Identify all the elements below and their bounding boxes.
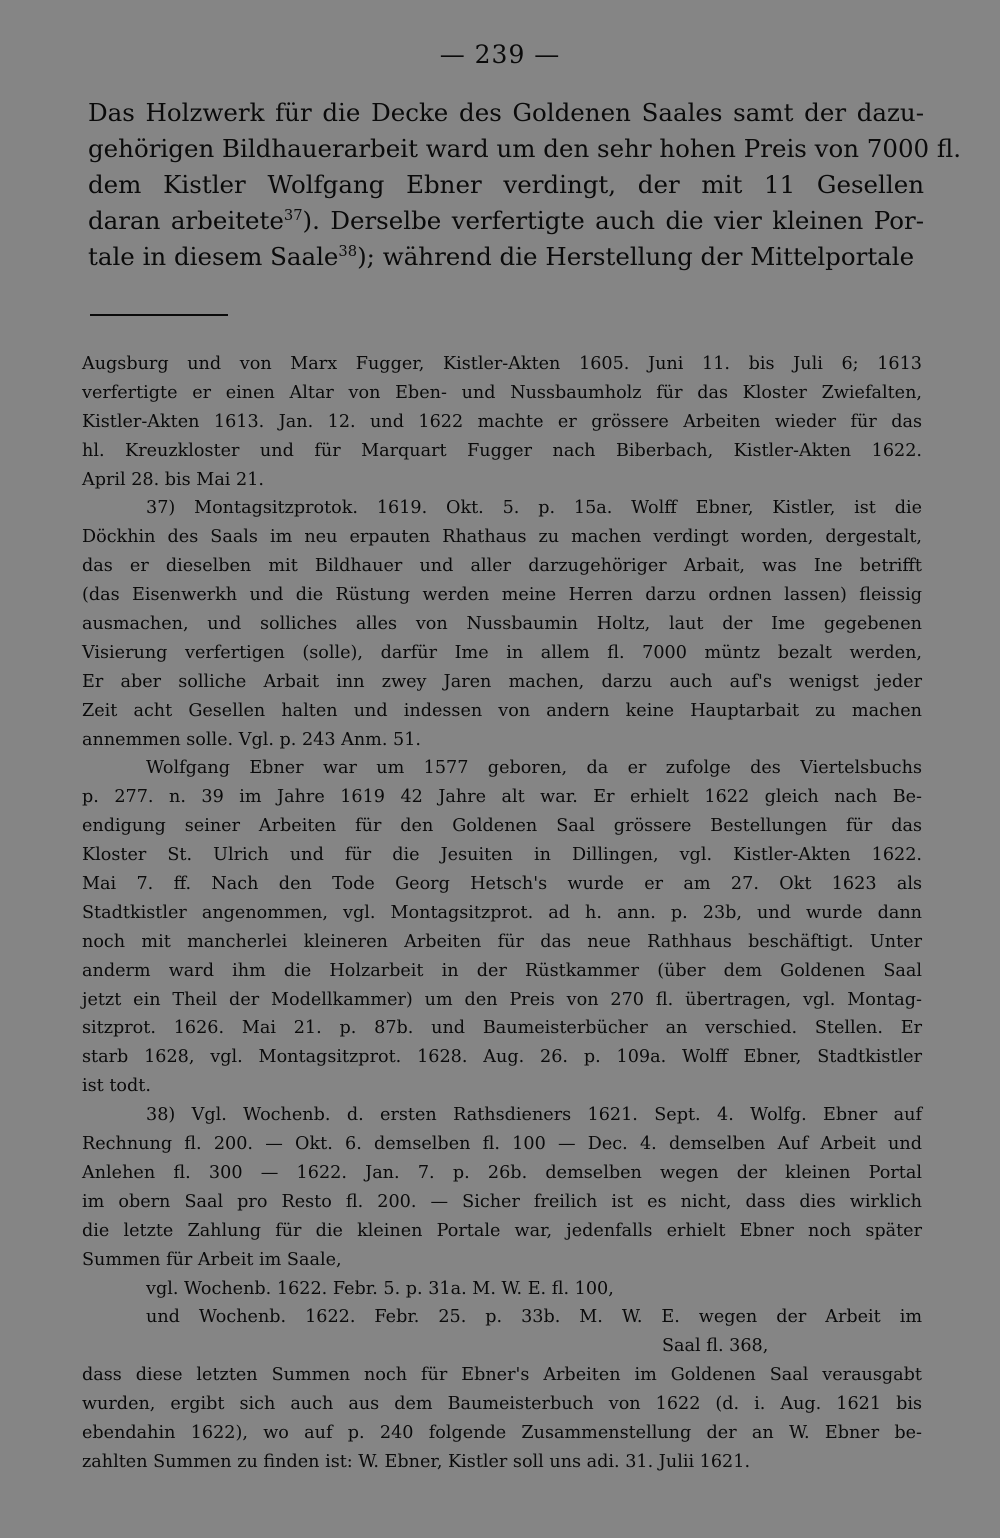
- footnote-line: vgl. Wochenb. 1622. Febr. 5. p. 31a. M. W. E. fl. 100,: [146, 1278, 614, 1299]
- footnote-line: Kistler-Akten 1613. Jan. 12. und 1622 machte er grössere Arbeiten wieder für das: [82, 411, 922, 432]
- main-line-text: tale in diesem Saale: [88, 242, 339, 271]
- footnote-line: Rechnung fl. 200. — Okt. 6. demselben fl. 100 — Dec. 4. demselben Auf Arbeit und: [82, 1134, 922, 1155]
- footnote-37-start: 37) Montagsitzprotok. 1619. Okt. 5. p. 15a. Wolff Ebner, Kistler, ist die: [146, 498, 922, 519]
- footnote-line: Kloster St. Ulrich und für die Jesuiten in Dillingen, vgl. Kistler-Akten 1622.: [82, 845, 922, 866]
- footnote-line: Stadtkistler angenommen, vgl. Montagsitzprot. ad h. ann. p. 23b, und wurde dann: [82, 902, 922, 923]
- footnote-line: starb 1628, vgl. Montagsitzprot. 1628. Aug. 26. p. 109a. Wolff Ebner, Stadtkistler: [82, 1047, 922, 1068]
- footnote-line: p. 277. n. 39 im Jahre 1619 42 Jahre alt war. Er erhielt 1622 gleich nach Be-: [82, 787, 922, 808]
- footnote-line: annemmen solle. Vgl. p. 243 Anm. 51.: [82, 729, 422, 750]
- main-line: [88, 203, 924, 239]
- footnote-line: sitzprot. 1626. Mai 21. p. 87b. und Baumeisterbücher an verschied. Stellen. Er: [82, 1018, 922, 1039]
- footnote-38-start: 38) Vgl. Wochenb. d. ersten Rathsdieners 1621. Sept. 4. Wolfg. Ebner auf: [146, 1105, 922, 1126]
- footnote-line: endigung seiner Arbeiten für den Goldenen Saal grössere Bestellungen für das: [82, 816, 922, 837]
- footnote-line: und Wochenb. 1622. Febr. 25. p. 33b. M. W. E. wegen der Arbeit im: [146, 1307, 922, 1328]
- footnotes: [82, 350, 922, 1477]
- footnote-line: Anlehen fl. 300 — 1622. Jan. 7. p. 26b. demselben wegen der kleinen Portal: [82, 1162, 922, 1183]
- footnote-line: ist todt.: [82, 1076, 151, 1097]
- footnote-line: wurden, ergibt sich auch aus dem Baumeisterbuch von 1622 (d. i. Aug. 1621 bis: [82, 1394, 922, 1415]
- page-number: — 239 —: [439, 40, 561, 69]
- footnote-divider: [90, 314, 228, 316]
- footnote-line: anderm ward ihm die Holzarbeit in der Rüstkammer (über dem Goldenen Saal: [82, 960, 922, 981]
- footnote-line: Döckhin des Saals im neu erpauten Rhathaus zu machen verdingt worden, dergestalt,: [82, 527, 922, 548]
- footnote-line: im obern Saal pro Resto fl. 200. — Sicher freilich ist es nicht, dass dies wirklich: [82, 1191, 922, 1212]
- footnote-line: dass diese letzten Summen noch für Ebner's Arbeiten im Goldenen Saal verausgabt: [82, 1365, 922, 1386]
- main-line: dem Kistler Wolfgang Ebner verdingt, der mit 11 Gesellen: [88, 170, 924, 199]
- footnote-line: April 28. bis Mai 21.: [82, 469, 265, 490]
- footnote-line: die letzte Zahlung für die kleinen Portale war, jedenfalls erhielt Ebner noch später: [82, 1220, 922, 1241]
- footnote-line: Saal fl. 368,: [662, 1336, 769, 1357]
- main-line-text: daran arbeitete: [88, 206, 284, 235]
- main-line: gehörigen Bildhauerarbeit ward um den sehr hohen Preis von 7000 fl.: [88, 134, 962, 163]
- footnote-ref: 37: [283, 206, 303, 224]
- footnote-line: Er aber solliche Arbait inn zwey Jaren machen, darzu auch auf's wenigst jeder: [82, 671, 922, 692]
- footnote-line: noch mit mancherlei kleineren Arbeiten für das neue Rathhaus beschäftigt. Unter: [82, 931, 922, 952]
- main-line: [88, 239, 924, 275]
- main-line: Das Holzwerk für die Decke des Goldenen Saales samt der dazu-: [88, 98, 924, 127]
- footnote-line: (das Eisenwerkh und die Rüstung werden meine Herren darzu ordnen lassen) fleissig: [82, 585, 922, 606]
- footnote-line: verfertigte er einen Altar von Eben- und Nussbaumholz für das Kloster Zwiefalten,: [82, 382, 922, 403]
- footnote-ref: 38: [338, 242, 358, 260]
- footnote-line: Summen für Arbeit im Saale,: [82, 1249, 342, 1270]
- main-text: [88, 95, 962, 275]
- footnote-line: hl. Kreuzkloster und für Marquart Fugger nach Biberbach, Kistler-Akten 1622.: [82, 440, 922, 461]
- main-line-text: ); während die Herstellung der Mittelportale: [357, 242, 915, 271]
- footnote-line: zahlten Summen zu finden ist: W. Ebner, Kistler soll uns adi. 31. Julii 1621.: [82, 1451, 751, 1472]
- footnote-line: Mai 7. ff. Nach den Tode Georg Hetsch's wurde er am 27. Okt 1623 als: [82, 874, 922, 895]
- footnote-line: ebendahin 1622), wo auf p. 240 folgende Zusammenstellung der an W. Ebner be-: [82, 1422, 922, 1443]
- footnote-line: Visierung verfertigen (solle), darfür Ime in allem fl. 7000 müntz bezalt werden,: [82, 642, 922, 663]
- main-line-text: ). Derselbe verfertigte auch die vier kleinen Por-: [302, 206, 924, 235]
- footnote-line: ausmachen, und solliches alles von Nussbaumin Holtz, laut der Ime gegebenen: [82, 614, 922, 635]
- footnote-line: jetzt ein Theil der Modellkammer) um den Preis von 270 fl. übertragen, vgl. Montag-: [82, 989, 922, 1010]
- footnote-line: das er dieselben mit Bildhauer und aller darzugehöriger Arbait, was Ine betrifft: [82, 556, 922, 577]
- footnote-line: Zeit acht Gesellen halten und indessen von andern keine Hauptarbait zu machen: [82, 700, 922, 721]
- footnote-line: Wolfgang Ebner war um 1577 geboren, da er zufolge des Viertelsbuchs: [146, 758, 922, 779]
- footnote-line: Augsburg und von Marx Fugger, Kistler-Akten 1605. Juni 11. bis Juli 6; 1613: [82, 354, 922, 374]
